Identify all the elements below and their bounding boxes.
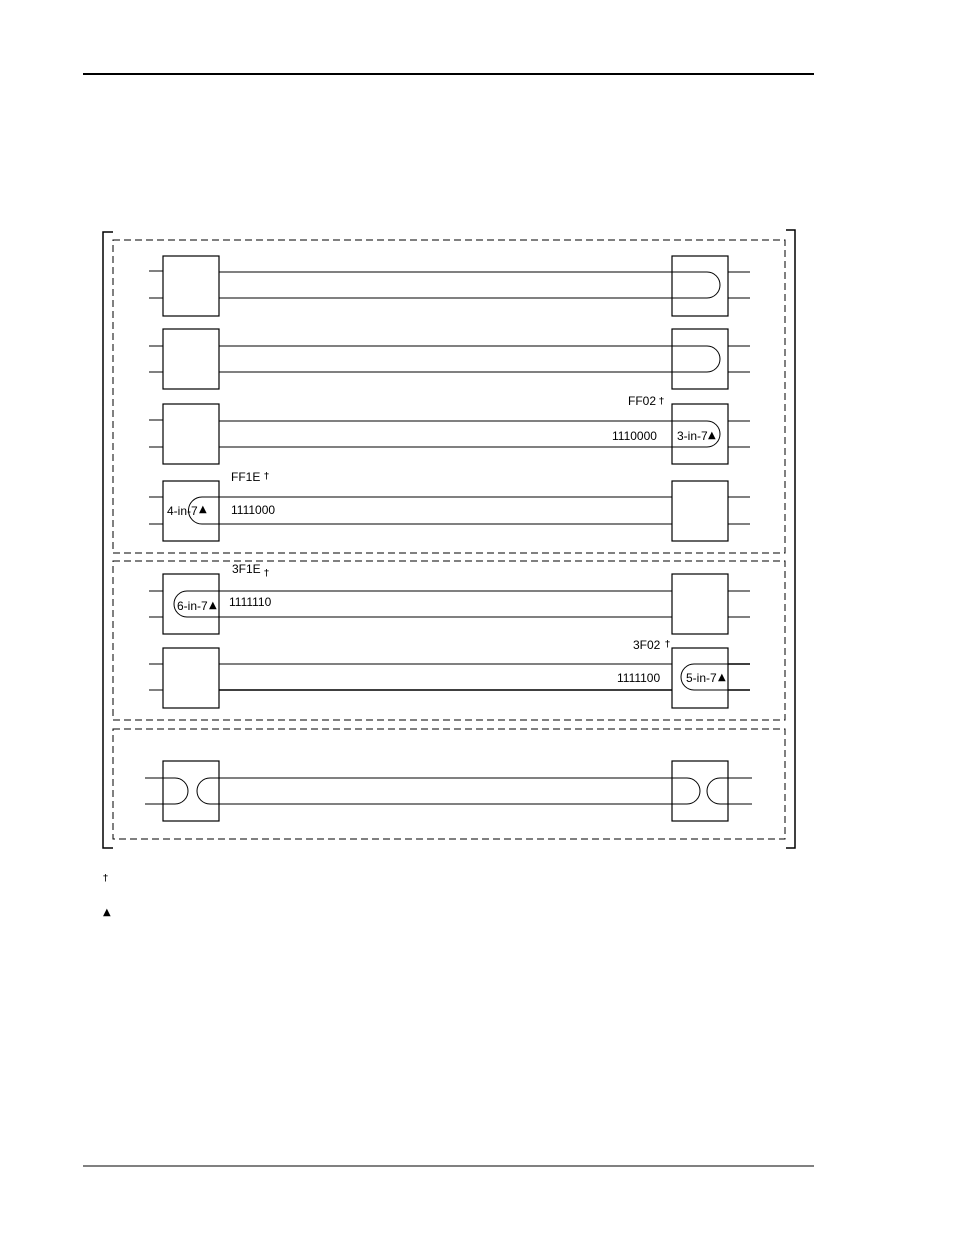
left-port-box: [163, 404, 219, 464]
code-label: 1111110: [229, 595, 272, 609]
dagger-marker: †: [264, 471, 269, 482]
ff1e-label: FF1E: [231, 470, 261, 484]
right-port-box: [672, 574, 728, 634]
triangle-marker: ▲: [708, 430, 716, 441]
code-label: 1111100: [617, 671, 661, 685]
right-port-box: [672, 481, 728, 541]
right-bracket: [786, 230, 795, 848]
mode-label: 5-in-7: [686, 671, 717, 685]
channel-row-5: [149, 562, 750, 634]
loopback-path: [672, 272, 720, 298]
left-port-box: [163, 256, 219, 316]
loopback-path: [672, 778, 700, 804]
3f1e-label: 3F1E: [232, 562, 261, 576]
loopback-path: [145, 778, 188, 804]
channel-row-6: [149, 638, 750, 708]
group-frame-1: [113, 240, 785, 553]
code-label: 1111000: [231, 503, 276, 517]
left-port-box: [163, 761, 219, 821]
channel-row-3: [149, 394, 750, 464]
mode-label: 6-in-7: [177, 599, 208, 613]
loopback-path: [672, 346, 720, 372]
dagger-marker: †: [665, 639, 670, 650]
3f02-label: 3F02: [633, 638, 661, 652]
mode-label: 4-in-7: [167, 504, 198, 518]
group-frame-2: [113, 561, 785, 720]
group-frame-3: [113, 729, 785, 839]
triangle-marker: ▲: [209, 600, 217, 611]
dagger-marker: †: [264, 568, 269, 579]
channel-row-1: [149, 256, 750, 316]
footnote-dagger: †: [103, 873, 108, 884]
ff02-label: FF02: [628, 394, 657, 408]
left-port-box: [163, 648, 219, 708]
code-label: 1110000: [612, 429, 657, 443]
channel-row-7: [145, 761, 752, 821]
channel-row-2: [149, 329, 750, 389]
triangle-marker: ▲: [718, 672, 726, 683]
triangle-marker: ▲: [199, 504, 207, 515]
footnote-triangle: ▲: [103, 907, 111, 918]
left-port-box: [163, 329, 219, 389]
loopback-path: [197, 778, 672, 804]
loopback-path: [707, 778, 752, 804]
left-bracket: [103, 232, 113, 848]
dagger-marker: †: [659, 396, 664, 407]
channel-row-4: [149, 470, 750, 541]
mode-label: 3-in-7: [677, 429, 708, 443]
